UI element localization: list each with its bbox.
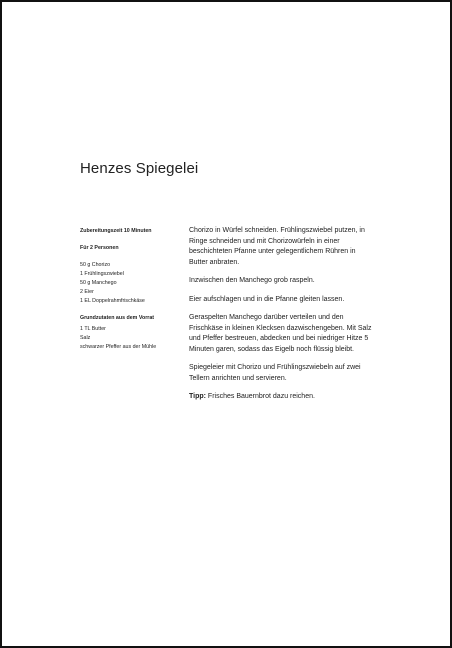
pantry-item: schwarzer Pfeffer aus der Mühle [80,344,157,350]
pantry-heading: Grundzutaten aus dem Vorrat [80,315,155,321]
instruction-step: Inzwischen den Manchego grob raspeln. [189,277,315,284]
ingredient-item: 1 EL Doppelrahmfrischkäse [80,298,145,304]
ingredient-item: 50 g Chorizo [80,262,111,268]
tip-label: Tipp: [189,393,206,400]
instructions-column [189,226,374,411]
instruction-step: Geraspelten Manchego darüber verteilen und den Frischkäse in kleinen Klecksen dazwischengeben. Mit Salz und Pfeffer bestreuen, abdecken und bei niedriger Hitze 5 Minuten garen, sodass das Eigelb noch flüssig bleibt. [189,314,372,353]
tip-text: Frisches Bauernbrot dazu reichen. [205,393,315,400]
ingredient-item: 2 Eier [80,289,94,295]
pantry-item: 1 TL Butter [80,326,106,332]
ingredient-item: 50 g Manchego [80,280,117,286]
ingredient-item: 1 Frühlingszwiebel [80,271,124,277]
pantry-item: Salz [80,335,91,341]
prep-time: Zubereitungszeit 10 Minuten [80,228,152,234]
instruction-step: Spiegeleier mit Chorizo und Frühlingszwiebeln auf zwei Tellern anrichten und servieren. [189,364,361,382]
instruction-step: Eier aufschlagen und in die Pfanne gleiten lassen. [189,295,345,303]
servings: Für 2 Personen [80,245,119,251]
instruction-step: Chorizo in Würfel schneiden. Frühlingszwiebel putzen, in Ringe schneiden und mit Chorizowürfeln in einer beschichteten Pfanne unter gelegentlichem Rühren in Butter anbraten. [189,227,365,266]
ingredients-column [80,227,180,352]
recipe-title: Henzes Spiegelei [80,160,199,177]
tip [189,392,374,403]
